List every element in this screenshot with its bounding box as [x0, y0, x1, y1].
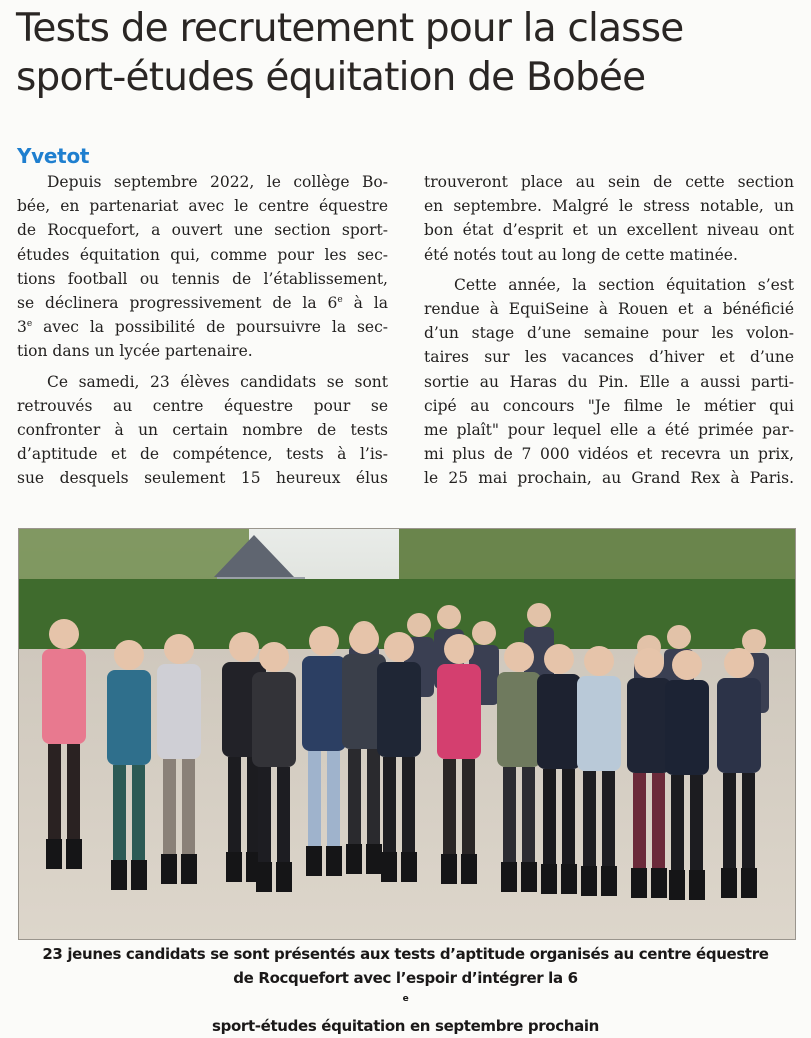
body-line: Depuis septembre 2022, le collège Bo- — [47, 173, 388, 191]
person-head — [672, 650, 702, 680]
person-leg — [633, 773, 646, 883]
person-leg — [308, 751, 321, 861]
person-leg — [367, 749, 380, 859]
person-leg — [543, 769, 556, 879]
person-leg — [48, 744, 61, 854]
person-head — [634, 648, 664, 678]
body-line: été notés tout au long de cette matinée. — [424, 245, 738, 264]
body-line — [17, 291, 388, 315]
person-head — [472, 621, 496, 645]
person-leg — [583, 771, 596, 881]
person-boot — [689, 870, 705, 900]
person-head — [544, 644, 574, 674]
article-headline — [16, 4, 806, 102]
person-head — [527, 603, 551, 627]
person-leg — [690, 775, 703, 885]
person-boot — [181, 854, 197, 884]
person-leg — [671, 775, 684, 885]
person-head — [742, 629, 766, 653]
body-line: sortie au Haras du Pin. Elle a aussi parti- — [424, 372, 794, 391]
person-leg — [742, 773, 755, 883]
body-line: bée, en partenariat avec le centre équestre — [17, 197, 388, 216]
body-line: cipé au concours "Je filme le métier qui — [424, 396, 794, 415]
person-leg — [462, 759, 475, 869]
person-head — [49, 619, 79, 649]
body-line: sue desquels seulement 15 heureux élus — [17, 469, 388, 488]
person-boot — [326, 846, 342, 876]
person-leg — [132, 765, 145, 875]
person-jacket — [302, 656, 346, 751]
person-leg — [602, 771, 615, 881]
person-head — [259, 642, 289, 672]
person-head — [349, 624, 379, 654]
body-line: rendue à EquiSeine à Rouen et a bénéficié — [424, 300, 794, 319]
person-jacket — [377, 662, 421, 757]
article-column-2 — [424, 170, 794, 491]
photo-caption — [0, 942, 811, 1038]
person-leg — [348, 749, 361, 859]
person-boot — [541, 864, 557, 894]
person-leg — [163, 759, 176, 869]
person-boot — [669, 870, 685, 900]
person-jacket — [497, 672, 541, 767]
body-line: Cette année, la section équitation s’est — [454, 275, 794, 294]
group-photo — [18, 528, 796, 940]
person-boot — [111, 860, 127, 890]
body-line: le 25 mai prochain, au Grand Rex à Paris. — [424, 469, 794, 488]
superscript: e — [26, 319, 33, 330]
person-leg — [228, 757, 241, 867]
body-line: confronter à un certain nombre de tests — [17, 421, 388, 440]
person-boot — [66, 839, 82, 869]
body-line: mi plus de 7 000 vidéos et recevra un prix, — [424, 445, 794, 464]
person-head — [437, 605, 461, 629]
body-fragment: à la — [342, 294, 389, 313]
body-line: en septembre. Malgré le stress notable, un — [424, 197, 794, 216]
person-boot — [441, 854, 457, 884]
person-head — [229, 632, 259, 662]
person-leg — [443, 759, 456, 869]
body-line — [17, 315, 388, 339]
person-leg — [402, 757, 415, 867]
body-line: tion dans un lycée partenaire. — [17, 342, 253, 361]
person-jacket — [252, 672, 296, 767]
person-boot — [346, 844, 362, 874]
person-jacket — [665, 680, 709, 775]
body-line: trouveront place au sein de cette section — [424, 173, 794, 191]
headline-line-1: Tests de recrutement pour la classe — [16, 6, 684, 51]
body-line: d’un stage d’une semaine pour les volon- — [424, 324, 794, 343]
dateline-location: Yvetot — [17, 144, 90, 168]
person-jacket — [627, 678, 671, 773]
person-leg — [383, 757, 396, 867]
person-jacket — [157, 664, 201, 759]
person-head — [407, 613, 431, 637]
body-line: de Rocquefort, a ouvert une section sport- — [17, 221, 388, 240]
photo-illustration — [19, 529, 795, 939]
person-boot — [276, 862, 292, 892]
person-leg — [327, 751, 340, 861]
body-fragment: se déclinera progressivement de la 6 — [17, 294, 338, 313]
body-line: bon état d’esprit et un excellent niveau ont — [424, 221, 794, 240]
person-boot — [601, 866, 617, 896]
person-boot — [306, 846, 322, 876]
headline-line-2: sport-études équitation de Bobée — [16, 55, 646, 100]
body-line: retrouvés au centre équestre pour se — [17, 396, 388, 415]
person-leg — [67, 744, 80, 854]
superscript: e — [337, 295, 343, 306]
person-boot — [521, 862, 537, 892]
person-boot — [651, 868, 667, 898]
person-leg — [258, 767, 271, 877]
person-boot — [741, 868, 757, 898]
person-boot — [561, 864, 577, 894]
person-leg — [723, 773, 736, 883]
person-leg — [562, 769, 575, 879]
person-jacket — [717, 678, 761, 773]
person-boot — [226, 852, 242, 882]
caption-line-1: 23 jeunes candidats se sont présentés aux tests d’aptitude organisés au centre équestre — [42, 945, 769, 963]
person-leg — [652, 773, 665, 883]
article-column-1 — [17, 170, 388, 491]
person-boot — [721, 868, 737, 898]
person-boot — [581, 866, 597, 896]
person-boot — [256, 862, 272, 892]
body-fragment: avec la possibilité de poursuivre la sec- — [32, 318, 388, 337]
person-boot — [161, 854, 177, 884]
superscript: e — [402, 994, 409, 1004]
person-head — [584, 646, 614, 676]
person-boot — [461, 854, 477, 884]
person-leg — [113, 765, 126, 875]
person-head — [114, 640, 144, 670]
caption-line-2 — [0, 966, 811, 1038]
body-line: Ce samedi, 23 élèves candidats se sont — [47, 372, 388, 391]
person-boot — [401, 852, 417, 882]
body-line: d’aptitude et de compétence, tests à l’is- — [17, 445, 388, 464]
person-leg — [503, 767, 516, 877]
person-leg — [522, 767, 535, 877]
person-head — [444, 634, 474, 664]
person-head — [309, 626, 339, 656]
person-jacket — [437, 664, 481, 759]
person-head — [504, 642, 534, 672]
person-jacket — [42, 649, 86, 744]
body-line: me plaît" pour lequel elle a été primée par- — [424, 421, 794, 440]
person-boot — [46, 839, 62, 869]
body-line: études équitation qui, comme pour les sec- — [17, 245, 388, 264]
person-jacket — [537, 674, 581, 769]
body-line: taires sur les vacances d’hiver et d’une — [424, 348, 794, 367]
person-leg — [182, 759, 195, 869]
person-jacket — [107, 670, 151, 765]
body-line: tions football ou tennis de l’établissement, — [17, 269, 388, 288]
person-boot — [631, 868, 647, 898]
person-head — [164, 634, 194, 664]
person-head — [724, 648, 754, 678]
caption-fragment: de Rocquefort avec l’espoir d’intégrer la 6 — [233, 969, 578, 987]
body-fragment: 3 — [17, 318, 27, 337]
person-boot — [131, 860, 147, 890]
person-jacket — [577, 676, 621, 771]
person-boot — [366, 844, 382, 874]
person-boot — [381, 852, 397, 882]
person-boot — [501, 862, 517, 892]
person-head — [384, 632, 414, 662]
caption-fragment: sport-études équitation en septembre prochain — [211, 1017, 599, 1035]
person-head — [667, 625, 691, 649]
person-leg — [277, 767, 290, 877]
